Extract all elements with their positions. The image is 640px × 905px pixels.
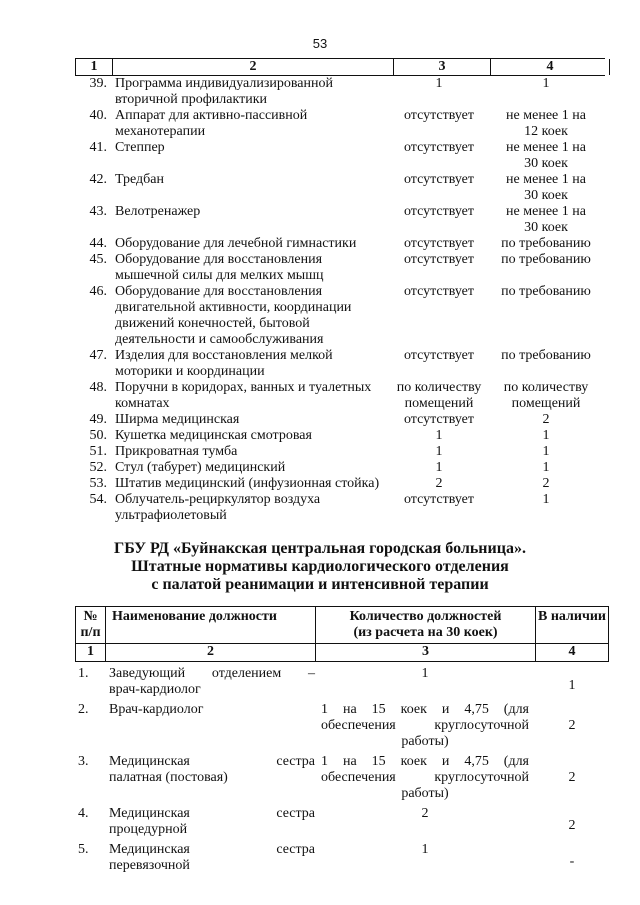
required-quantity [391, 236, 487, 252]
text-line: 1 на 15 коек и 4,75 (для [321, 754, 529, 769]
available-quantity [487, 476, 605, 492]
text-line: врач-кардиолог [109, 682, 201, 697]
table-row [75, 284, 605, 348]
header-line: (из расчета на 30 коек) [353, 625, 498, 640]
row-number: 49. [89, 412, 107, 427]
text-line: не менее 1 на [506, 140, 586, 155]
text-line: 30 коек [524, 220, 568, 235]
text-line: 1 [421, 842, 429, 857]
text-line: Степпер [115, 140, 165, 155]
required-quantity [391, 284, 487, 348]
text-line: Велотренажер [115, 204, 201, 219]
text-line: Медицинская сестра [109, 806, 315, 821]
table-row [75, 348, 605, 380]
header-col-4: 4 [490, 59, 610, 75]
text-line: отсутствует [403, 204, 475, 219]
row-number: 52. [89, 460, 107, 475]
equipment-name [111, 236, 391, 252]
text-line: обеспечения круглосуточной [321, 718, 529, 733]
text-line: 30 коек [524, 156, 568, 171]
row-number: 46. [89, 284, 107, 299]
row-number: 53. [89, 476, 107, 491]
text-line: по требованию [501, 252, 591, 267]
row-number: 4. [78, 806, 89, 821]
equipment-name [111, 492, 391, 524]
required-quantity [391, 76, 487, 108]
header-line: п/п [80, 625, 101, 640]
equipment-name [111, 204, 391, 236]
staffing-table-body [75, 666, 609, 874]
available-quantity [487, 236, 605, 252]
available-quantity [487, 380, 605, 412]
required-quantity [391, 108, 487, 140]
text-line: Оборудование для лечебной гимнастики [115, 236, 357, 251]
text-line: 30 коек [524, 188, 568, 203]
available-quantity [487, 204, 605, 236]
required-quantity [391, 140, 487, 172]
text-line: отсутствует [403, 412, 475, 427]
text-line: отсутствует [403, 252, 475, 267]
text-line: Оборудование для восстановления [115, 284, 323, 299]
row-number: 43. [89, 204, 107, 219]
available-quantity [487, 76, 605, 108]
row-number: 45. [89, 252, 107, 267]
position-quantity [315, 806, 535, 838]
row-number: 51. [89, 444, 107, 459]
equipment-name [111, 140, 391, 172]
equipment-name [111, 428, 391, 444]
table-row [75, 252, 605, 284]
position-name [105, 806, 315, 838]
text-line: 1 [435, 76, 443, 91]
text-line: обеспечения круглосуточной [321, 770, 529, 785]
text-line: 1 [542, 76, 550, 91]
row-number: 54. [89, 492, 107, 507]
position-name [105, 842, 315, 874]
text-line: 2 [435, 476, 443, 491]
text-line: по количеству [396, 380, 482, 395]
text-line: Стул (табурет) медицинский [115, 460, 286, 475]
available-count: 1 [568, 678, 576, 693]
text-line: не менее 1 на [506, 108, 586, 123]
equipment-table [75, 58, 605, 524]
row-number: 50. [89, 428, 107, 443]
table-row [75, 428, 605, 444]
table-row [75, 444, 605, 460]
text-line: ультрафиолетовый [115, 508, 227, 523]
row-number: 1. [78, 666, 89, 681]
equipment-name [111, 252, 391, 284]
text-line: комнатах [115, 396, 170, 411]
available-quantity [487, 460, 605, 476]
header-line: Наименование должности [112, 609, 277, 624]
table-row [75, 380, 605, 412]
text-line: процедурной [109, 822, 188, 837]
equipment-name [111, 76, 391, 108]
table-row [75, 492, 605, 524]
available-quantity [487, 284, 605, 348]
equipment-name [111, 380, 391, 412]
equipment-name [111, 444, 391, 460]
row-number: 2. [78, 702, 89, 717]
text-line: по требованию [501, 236, 591, 251]
equipment-name [111, 172, 391, 204]
text-line: Медицинская сестра [109, 754, 315, 769]
text-line: Поручни в коридорах, ванных и туалетных [115, 380, 372, 395]
required-quantity [391, 380, 487, 412]
equipment-name [111, 460, 391, 476]
text-line: по требованию [501, 348, 591, 363]
page-number: 53 [312, 36, 328, 51]
text-line: механотерапии [115, 124, 206, 139]
text-line: Медицинская сестра [109, 842, 315, 857]
table-row [75, 460, 605, 476]
available-count: 2 [568, 818, 576, 833]
table-row [75, 702, 609, 750]
text-line: 1 [435, 444, 443, 459]
available-quantity [487, 412, 605, 428]
text-line: отсутствует [403, 284, 475, 299]
header-number [75, 607, 105, 643]
text-line: работы) [401, 786, 449, 801]
header-quantity [315, 607, 535, 643]
header-position [105, 607, 315, 643]
text-line: работы) [401, 734, 449, 749]
equipment-name [111, 476, 391, 492]
text-line: Тредбан [115, 172, 164, 187]
available-quantity [487, 444, 605, 460]
text-line: помещений [404, 396, 474, 411]
table-row [75, 204, 605, 236]
equipment-name [111, 284, 391, 348]
text-line: отсутствует [403, 172, 475, 187]
text-line: вторичной профилактики [115, 92, 267, 107]
text-line: Облучатель-рециркулятор воздуха [115, 492, 321, 507]
header-col-3: 3 [393, 59, 490, 75]
header-line: Количество должностей [349, 609, 502, 624]
required-quantity [391, 492, 487, 524]
row-number: 42. [89, 172, 107, 187]
column-number: 2 [105, 644, 315, 661]
text-line: по количеству [503, 380, 589, 395]
section-title-line: ГБУ РД «Буйнакская центральная городская больница». [114, 540, 526, 557]
table-row [75, 108, 605, 140]
section-title [0, 540, 640, 594]
row-number: 3. [78, 754, 89, 769]
text-line: 1 [421, 666, 429, 681]
text-line: Оборудование для восстановления [115, 252, 323, 267]
row-number: 47. [89, 348, 107, 363]
row-number: 40. [89, 108, 107, 123]
text-line: помещений [511, 396, 581, 411]
required-quantity [391, 348, 487, 380]
text-line: 2 [421, 806, 429, 821]
text-line: отсутствует [403, 236, 475, 251]
required-quantity [391, 172, 487, 204]
text-line: двигательной активности, координации [115, 300, 352, 315]
row-number: 5. [78, 842, 89, 857]
staffing-table-column-numbers [75, 643, 609, 662]
column-number: 1 [75, 644, 105, 661]
available-count: 2 [568, 770, 576, 785]
text-line: деятельности и самообслуживания [115, 332, 324, 347]
row-number: 41. [89, 140, 107, 155]
text-line: Врач-кардиолог [109, 702, 204, 717]
text-line: 1 [435, 428, 443, 443]
available-quantity [487, 428, 605, 444]
table-row [75, 76, 605, 108]
position-name [105, 666, 315, 698]
equipment-table-body [75, 76, 605, 524]
equipment-name [111, 412, 391, 428]
equipment-name [111, 108, 391, 140]
staffing-table [75, 606, 609, 874]
header-available [535, 607, 609, 643]
position-quantity [315, 666, 535, 698]
header-col-1: 1 [75, 59, 112, 75]
equipment-table-header [75, 58, 605, 76]
position-name [105, 702, 315, 750]
text-line: 1 [435, 460, 443, 475]
table-row [75, 842, 609, 874]
text-line: 1 [542, 460, 550, 475]
text-line: по требованию [501, 284, 591, 299]
table-row [75, 236, 605, 252]
table-row [75, 754, 609, 802]
text-line: отсутствует [403, 348, 475, 363]
table-row [75, 476, 605, 492]
position-quantity [315, 842, 535, 874]
text-line: 2 [542, 476, 550, 491]
header-line: В наличии [538, 609, 606, 624]
text-line: отсутствует [403, 492, 475, 507]
text-line: движений конечностей, бытовой [115, 316, 310, 331]
table-row [75, 666, 609, 698]
text-line: Кушетка медицинская смотровая [115, 428, 312, 443]
available-quantity [487, 252, 605, 284]
equipment-name [111, 348, 391, 380]
column-number: 4 [535, 644, 609, 661]
row-number: 48. [89, 380, 107, 395]
text-line: не менее 1 на [506, 204, 586, 219]
section-title-line: с палатой реанимации и интенсивной терапии [151, 576, 489, 593]
text-line: палатная (постовая) [109, 770, 228, 785]
table-row [75, 412, 605, 428]
position-quantity [315, 702, 535, 750]
table-row [75, 172, 605, 204]
table-row [75, 140, 605, 172]
text-line: отсутствует [403, 108, 475, 123]
required-quantity [391, 252, 487, 284]
text-line: 2 [542, 412, 550, 427]
required-quantity [391, 412, 487, 428]
position-name [105, 754, 315, 802]
staffing-table-header [75, 606, 609, 643]
row-number: 39. [89, 76, 107, 91]
required-quantity [391, 476, 487, 492]
available-quantity [487, 108, 605, 140]
text-line: Изделия для восстановления мелкой [115, 348, 333, 363]
available-quantity [487, 140, 605, 172]
header-line: № [83, 609, 98, 624]
text-line: Штатив медицинский (инфузионная стойка) [115, 476, 380, 491]
text-line: отсутствует [403, 140, 475, 155]
available-quantity [487, 172, 605, 204]
text-line: моторики и координации [115, 364, 265, 379]
text-line: 1 [542, 428, 550, 443]
text-line: 1 [542, 492, 550, 507]
text-line: Программа индивидуализированной [115, 76, 333, 91]
row-number: 44. [89, 236, 107, 251]
text-line: мышечной силы для мелких мышц [115, 268, 324, 283]
available-quantity [487, 492, 605, 524]
available-count: - [569, 854, 575, 869]
table-row [75, 806, 609, 838]
available-quantity [487, 348, 605, 380]
text-line: Заведующий отделением – [109, 666, 315, 681]
text-line: не менее 1 на [506, 172, 586, 187]
text-line: 1 [542, 444, 550, 459]
text-line: 12 коек [524, 124, 568, 139]
text-line: перевязочной [109, 858, 190, 873]
section-title-line: Штатные нормативы кардиологического отделения [131, 558, 509, 575]
column-number: 3 [315, 644, 535, 661]
required-quantity [391, 444, 487, 460]
position-quantity [315, 754, 535, 802]
required-quantity [391, 428, 487, 444]
text-line: Прикроватная тумба [115, 444, 238, 459]
text-line: Аппарат для активно-пассивной [115, 108, 308, 123]
header-col-2: 2 [112, 59, 393, 75]
text-line: 1 на 15 коек и 4,75 (для [321, 702, 529, 717]
required-quantity [391, 460, 487, 476]
available-count: 2 [568, 718, 576, 733]
required-quantity [391, 204, 487, 236]
text-line: Ширма медицинская [115, 412, 240, 427]
